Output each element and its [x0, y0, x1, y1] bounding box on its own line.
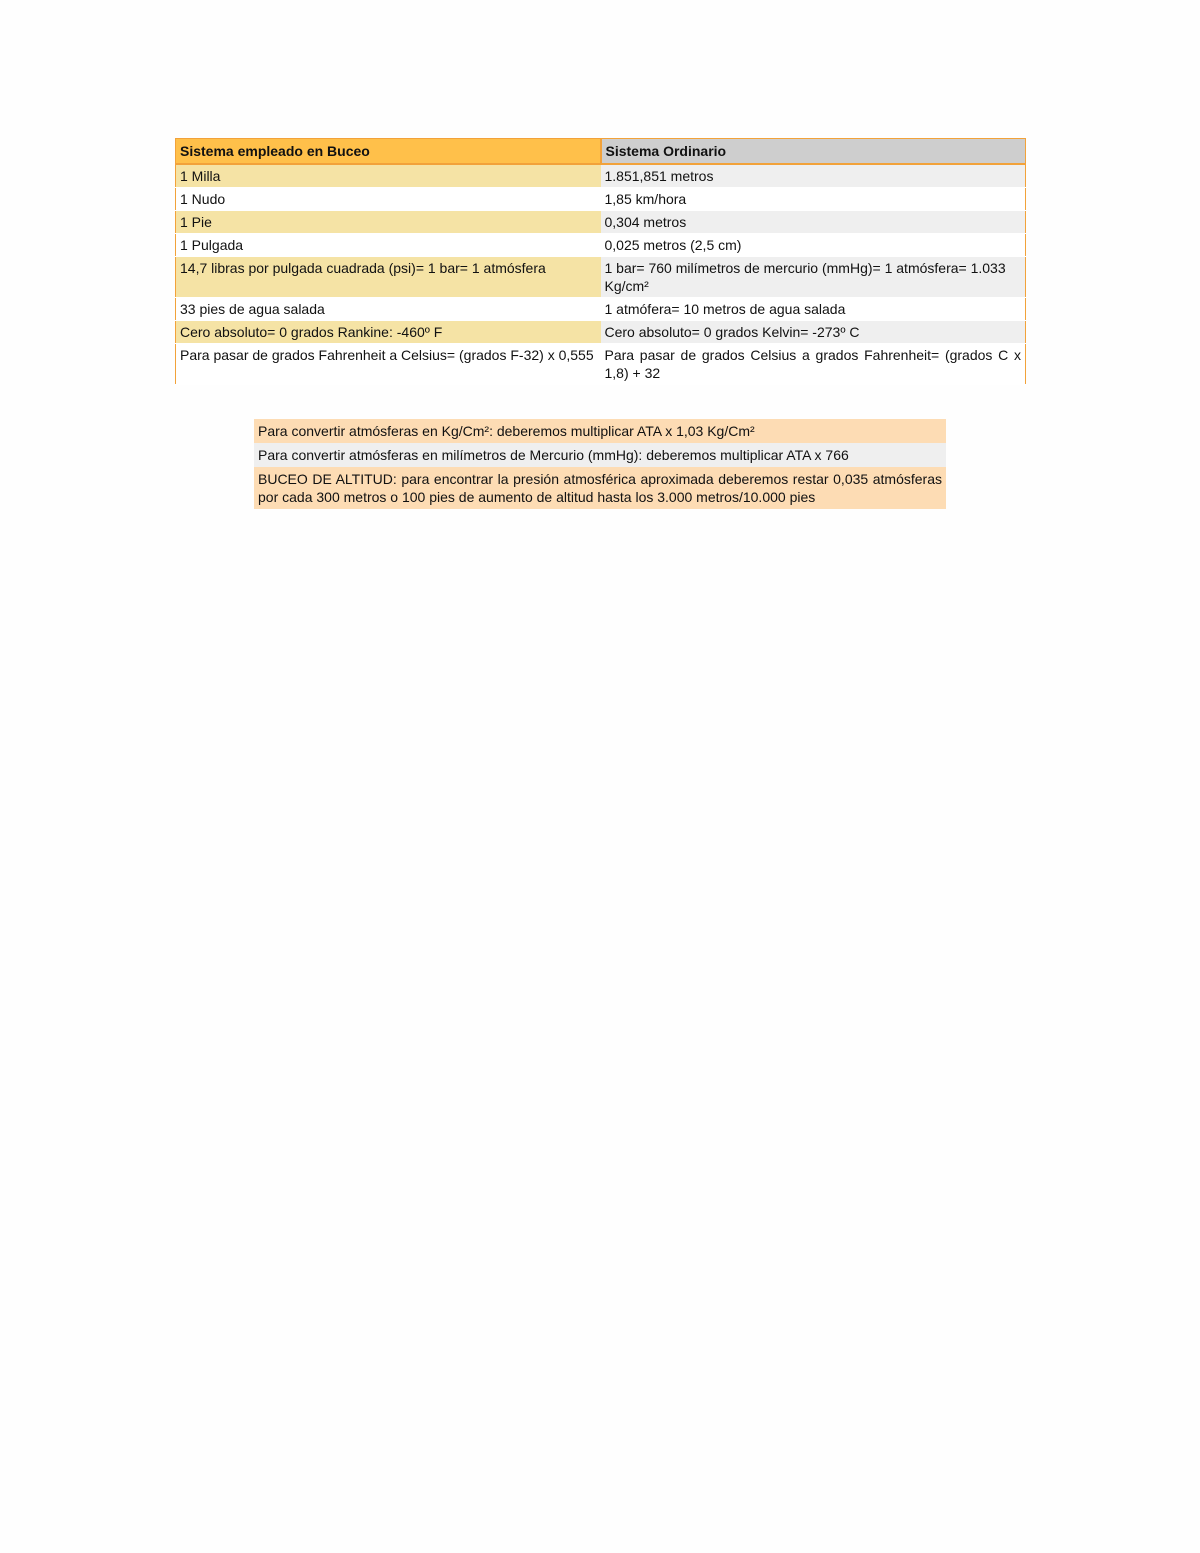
ordinary-value: 1.851,851 metros — [601, 164, 1026, 188]
note-row — [254, 419, 946, 443]
diving-value: 1 Pie — [176, 211, 601, 234]
conversion-notes — [254, 419, 946, 509]
conversion-table — [175, 138, 1026, 385]
table-row — [176, 321, 1026, 344]
table-row — [176, 257, 1026, 298]
conversion-table-header — [176, 139, 1026, 165]
table-row — [176, 188, 1026, 211]
ordinary-value: Cero absoluto= 0 grados Kelvin= -273º C — [601, 321, 1026, 344]
diving-value: 33 pies de agua salada — [176, 298, 601, 321]
diving-value: 1 Milla — [176, 164, 601, 188]
header-ordinary-system: Sistema Ordinario — [601, 139, 1026, 165]
table-row — [176, 298, 1026, 321]
diving-value: 14,7 libras por pulgada cuadrada (psi)= 1 bar= 1 atmósfera — [176, 257, 601, 298]
diving-value: Cero absoluto= 0 grados Rankine: -460º F — [176, 321, 601, 344]
note-mmhg: Para convertir atmósferas en milímetros de Mercurio (mmHg): deberemos multiplicar ATA x 766 — [254, 443, 946, 467]
ordinary-value: 1 bar= 760 milímetros de mercurio (mmHg)= 1 atmósfera= 1.033 Kg/cm² — [601, 257, 1026, 298]
table-row — [176, 344, 1026, 385]
ordinary-value: Para pasar de grados Celsius a grados Fahrenheit= (grados C x 1,8) + 32 — [601, 344, 1026, 385]
ordinary-value: 1 atmófera= 10 metros de agua salada — [601, 298, 1026, 321]
note-kg-cm2: Para convertir atmósferas en Kg/Cm²: deberemos multiplicar ATA x 1,03 Kg/Cm² — [254, 419, 946, 443]
diving-value: 1 Pulgada — [176, 234, 601, 257]
table-row — [176, 164, 1026, 188]
table-row — [176, 234, 1026, 257]
diving-value: Para pasar de grados Fahrenheit a Celsius= (grados F-32) x 0,555 — [176, 344, 601, 385]
header-diving-system: Sistema empleado en Buceo — [176, 139, 601, 165]
ordinary-value: 0,304 metros — [601, 211, 1026, 234]
note-row — [254, 443, 946, 467]
ordinary-value: 1,85 km/hora — [601, 188, 1026, 211]
ordinary-value: 0,025 metros (2,5 cm) — [601, 234, 1026, 257]
table-row — [176, 211, 1026, 234]
note-row — [254, 467, 946, 509]
note-altitude-diving: BUCEO DE ALTITUD: para encontrar la presión atmosférica aproximada deberemos restar 0,035 atmósferas por cada 300 metros o 100 pies de aumento de altitud hasta los 3.000 metros/10.000 pies — [254, 467, 946, 509]
diving-value: 1 Nudo — [176, 188, 601, 211]
